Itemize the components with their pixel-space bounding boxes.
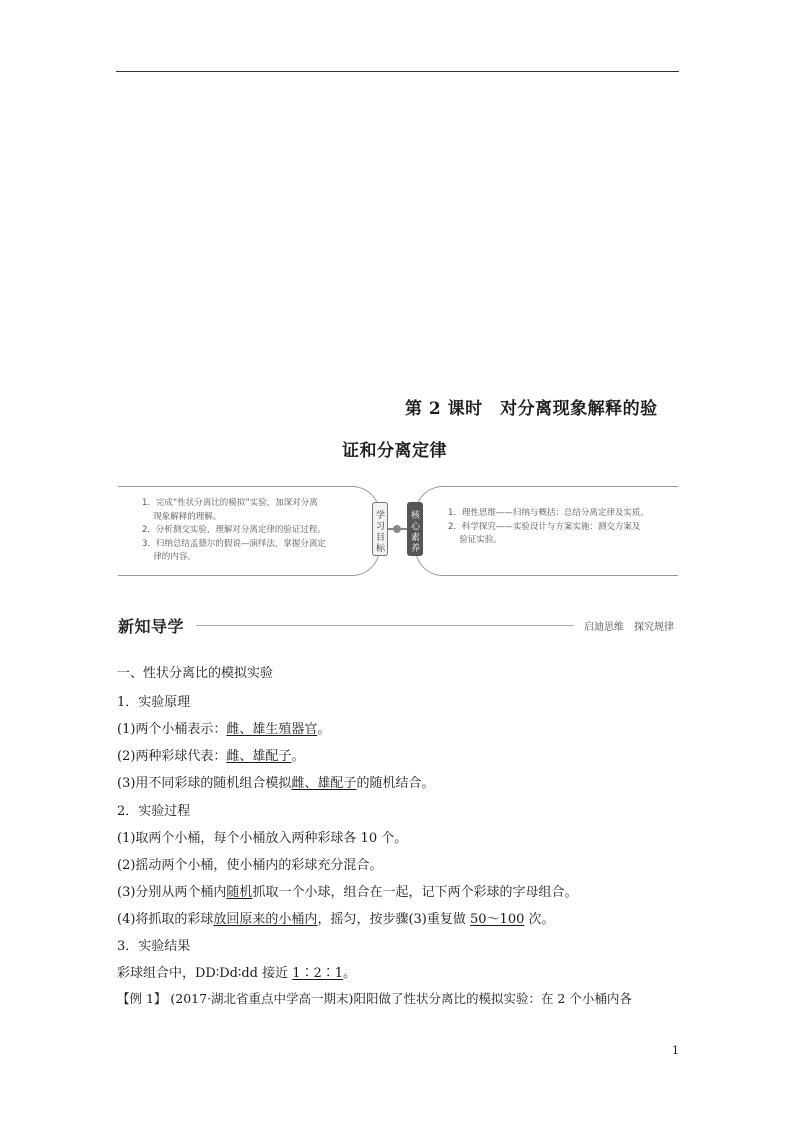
page-number: 1	[672, 1044, 679, 1057]
answer-blank: 随机	[226, 885, 253, 900]
example-question: 【例 1】 (2017·湖北省重点中学高一期末)阳阳做了性状分离比的模拟实验：在 2 个小桶内各	[117, 991, 632, 1006]
principle-line-1: (1)两个小桶表示：雌、雄生殖器官。	[117, 722, 331, 737]
objective-item: 3．归纳总结孟德尔的假说—演绎法，掌握分离定	[142, 538, 326, 549]
subheading-process: 2．实验过程	[117, 804, 191, 819]
principle-line-2: (2)两种彩球代表：雌、雄配子。	[117, 749, 305, 764]
result-line: 彩球组合中，DD∶Dd∶dd 接近 1∶2∶1。	[117, 966, 357, 981]
answer-blank: 50～100	[470, 912, 525, 927]
answer-blank: 雌、雄配子	[226, 749, 292, 764]
core-literacy-box	[415, 486, 678, 576]
process-line-2: (2)摇动两个小桶，使小桶内的彩球充分混合。	[117, 858, 383, 873]
literacy-item: 2．科学探究——实验设计与方案实施：测交方案及	[448, 521, 641, 532]
section-heading: 新知导学	[118, 617, 185, 636]
process-line-4: (4)将抓取的彩球放回原来的小桶内，摇匀，按步骤(3)重复做 50～100 次。	[117, 912, 555, 927]
literacy-item: 1．理性思维——归纳与概括：总结分离定律及实质。	[448, 508, 649, 518]
process-line-1: (1)取两个小桶，每个小桶放入两种彩球各 10 个。	[117, 831, 408, 846]
answer-blank: 放回原来的小桶内	[213, 912, 318, 927]
process-line-3: (3)分别从两个桶内随机抓取一个小球，组合在一起，记下两个彩球的字母组合。	[117, 885, 578, 900]
subheading-principle: 1．实验原理	[117, 695, 191, 710]
answer-blank: 雌、雄生殖器官	[226, 722, 318, 737]
header-rule	[116, 71, 679, 72]
subheading-result: 3．实验结果	[117, 939, 191, 954]
lesson-title-line1: 第 2 课时 对分离现象解释的验	[405, 399, 658, 419]
heading-experiment: 一、性状分离比的模拟实验	[117, 666, 274, 681]
core-literacy-tag: 核心素养	[407, 502, 423, 556]
section-subtitle: 启迪思维 探究规律	[584, 622, 674, 633]
lesson-title-line2: 证和分离定律	[342, 441, 447, 461]
objective-item: 1．完成“性状分离比的模拟”实验，加深对分离	[142, 498, 318, 508]
section-rule	[196, 625, 574, 626]
objective-item: 律的内容。	[142, 552, 196, 562]
learning-objectives-tag: 学习目标	[372, 502, 388, 556]
answer-blank: 雌、雄配子	[291, 776, 357, 791]
objective-item: 2．分析测交实验，理解对分离定律的验证过程。	[142, 525, 326, 535]
objective-item: 现象解释的理解。	[142, 511, 222, 522]
principle-line-3: (3)用不同彩球的随机组合模拟雌、雄配子的随机结合。	[117, 776, 435, 791]
literacy-item: 验证实验。	[448, 535, 502, 545]
learning-objectives-box	[118, 486, 380, 576]
answer-blank: 1∶2∶1	[292, 966, 344, 981]
connector-dot	[393, 525, 401, 533]
